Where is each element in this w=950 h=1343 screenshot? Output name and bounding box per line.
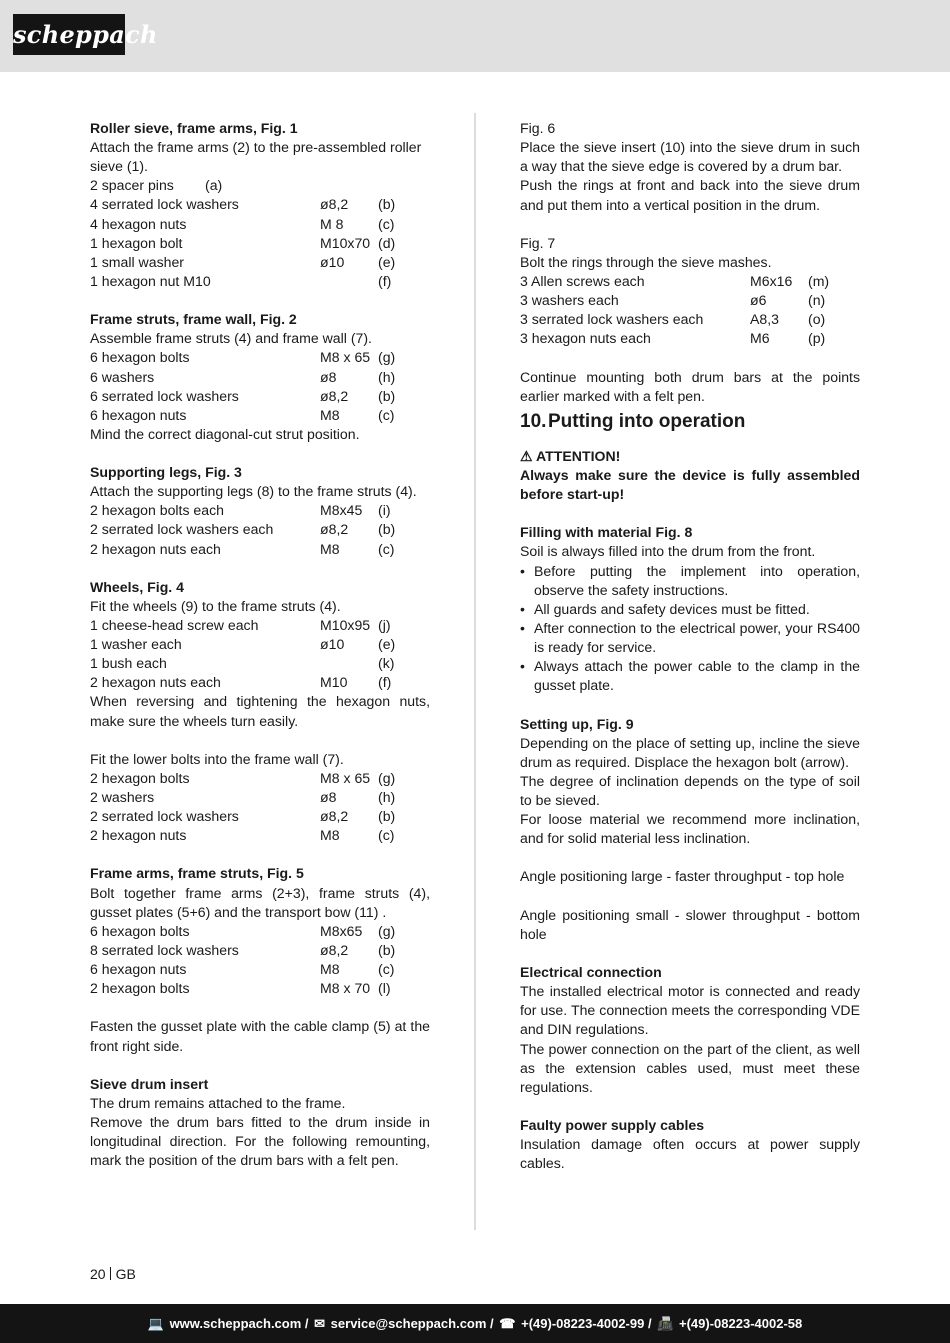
part-size: ø8,2 <box>320 808 349 825</box>
parts-row <box>520 291 860 310</box>
part-ref: (i) <box>378 502 391 519</box>
email-link[interactable]: service@scheppach.com / <box>330 1316 494 1331</box>
part-ref: (b) <box>378 941 396 958</box>
part-size: ø8,2 <box>320 196 349 213</box>
part-ref: (c) <box>378 406 395 423</box>
part-name: 2 hexagon bolts <box>90 769 190 786</box>
header-bar <box>0 0 950 72</box>
paragraph: Fit the wheels (9) to the frame struts (4). <box>90 597 341 614</box>
parts-row <box>520 310 860 329</box>
part-size: ø8,2 <box>320 941 349 958</box>
part-name: 6 washers <box>90 368 155 385</box>
parts-row <box>90 368 430 387</box>
part-name: 6 hexagon bolts <box>90 922 190 939</box>
part-ref: (c) <box>378 827 395 844</box>
part-name: 1 hexagon nut M10 <box>90 272 211 289</box>
parts-row <box>520 329 860 348</box>
parts-row <box>90 654 430 673</box>
parts-row <box>90 501 430 520</box>
part-name: 6 hexagon bolts <box>90 349 190 366</box>
paragraph: When reversing and tightening the hexagon nuts, make sure the wheels turn easily. <box>90 693 430 729</box>
paragraph: The installed electrical motor is connected and ready for use. The connection meets the corresponding VDE and DIN regulations. <box>520 983 860 1038</box>
right-column <box>520 119 860 1173</box>
fax-icon: 📠 <box>657 1316 674 1331</box>
part-size: M8 <box>320 827 340 844</box>
parts-row <box>90 788 430 807</box>
part-name: 4 serrated lock washers <box>90 196 239 213</box>
part-ref: (e) <box>378 636 396 653</box>
part-size: ø6 <box>750 292 767 309</box>
part-name: 3 washers each <box>520 292 619 309</box>
part-size <box>320 654 378 673</box>
part-name: 2 hexagon bolts each <box>90 502 224 519</box>
part-name: 3 hexagon nuts each <box>520 330 651 347</box>
attention-text: Always make sure the device is fully assembled before start-up! <box>520 466 860 503</box>
list-item: • All guards and safety devices must be fitted. <box>520 600 810 617</box>
phone-icon: ☎ <box>499 1316 516 1331</box>
column-divider <box>474 113 476 1230</box>
parts-row <box>90 176 430 195</box>
page-number: 20 GB <box>90 1266 136 1282</box>
part-size: M8 <box>320 961 340 978</box>
parts-row <box>90 195 430 214</box>
part-size: M8 <box>320 540 340 557</box>
part-name: 1 bush each <box>90 655 167 672</box>
list-item: • Always attach the power cable to the clamp in the gusset plate. <box>520 658 860 694</box>
figure-label: Fig. 7 <box>520 234 556 251</box>
part-size: ø8,2 <box>320 521 349 538</box>
contact-bar <box>0 1304 950 1343</box>
part-ref: (m) <box>808 272 830 289</box>
part-ref: (b) <box>378 808 396 825</box>
part-name: 1 washer each <box>90 636 182 653</box>
part-ref: (h) <box>378 368 396 385</box>
part-size: ø10 <box>320 253 345 270</box>
part-name: 1 cheese-head screw each <box>90 617 259 633</box>
part-name: 6 serrated lock washers <box>90 387 239 404</box>
parts-row <box>90 922 430 941</box>
section-title: Supporting legs, Fig. 3 <box>90 464 242 481</box>
paragraph: For loose material we recommend more inclination, and for solid material less inclination. <box>520 811 860 847</box>
part-ref: (f) <box>378 272 392 289</box>
part-size: M8 x 65 <box>320 769 371 786</box>
website-link[interactable]: www.scheppach.com / <box>169 1316 309 1331</box>
part-ref: (n) <box>808 292 826 309</box>
paragraph: Push the rings at front and back into the sieve drum and put them into a vertical position in the drum. <box>520 177 860 213</box>
paragraph: Fasten the gusset plate with the cable clamp (5) at the front right side. <box>90 1018 430 1054</box>
part-size: M8x65 <box>320 922 363 939</box>
part-ref: (f) <box>378 674 392 691</box>
part-name: 2 hexagon bolts <box>90 980 190 997</box>
part-ref: (g) <box>378 769 396 786</box>
part-name: 8 serrated lock washers <box>90 941 239 958</box>
part-name: 2 serrated lock washers <box>90 808 239 825</box>
paragraph: Place the sieve insert (10) into the sieve drum in such a way that the sieve edge is covered by a drum bar. <box>520 139 860 175</box>
parts-row <box>90 673 430 692</box>
part-ref: (b) <box>378 387 396 404</box>
part-name: 1 small washer <box>90 253 184 270</box>
part-size: ø8 <box>320 368 337 385</box>
attention-label: ⚠ ATTENTION! <box>520 447 621 464</box>
fax-number: +(49)-08223-4002-58 <box>679 1316 803 1331</box>
part-name: 2 hexagon nuts <box>90 827 187 844</box>
phone-number: +(49)-08223-4002-99 / <box>521 1316 652 1331</box>
section-title: Electrical connection <box>520 964 662 981</box>
section-title: Frame arms, frame struts, Fig. 5 <box>90 865 304 882</box>
part-size: A8,3 <box>750 311 779 328</box>
part-ref: (c) <box>378 961 395 978</box>
section-title: Putting into operation <box>548 410 746 432</box>
list-item: • Before putting the implement into operation, observe the safety instructions. <box>520 562 860 598</box>
part-size: ø10 <box>320 636 345 653</box>
part-name: 2 hexagon nuts each <box>90 674 221 691</box>
part-name: 2 serrated lock washers each <box>90 521 274 538</box>
section-title: Faulty power supply cables <box>520 1117 705 1134</box>
paragraph: The degree of inclination depends on the type of soil to be sieved. <box>520 772 860 808</box>
parts-row <box>90 960 430 979</box>
part-ref: (g) <box>378 349 396 366</box>
paragraph: Bolt the rings through the sieve mashes. <box>520 253 772 270</box>
paragraph: Angle positioning small - slower throughput - bottom hole <box>520 906 860 942</box>
part-ref: (e) <box>378 253 396 270</box>
paragraph: Depending on the place of setting up, incline the sieve drum as required. Displace the hexagon bolt (arrow). <box>520 734 860 770</box>
paragraph: Soil is always filled into the drum from the front. <box>520 543 816 560</box>
part-size: M10x70 <box>320 234 371 251</box>
part-size: ø8,2 <box>320 387 349 404</box>
paragraph: The power connection on the part of the client, as well as the extension cables used, must meet these regulations. <box>520 1040 860 1095</box>
part-size: M10 <box>320 674 348 691</box>
paragraph: Angle positioning large - faster throughput - top hole <box>520 868 845 885</box>
paragraph: Remove the drum bars fitted to the drum inside in longitudinal direction. For the following remounting, mark the position of the drum bars with a felt pen. <box>90 1114 430 1169</box>
part-name: 1 hexagon bolt <box>90 234 183 251</box>
paragraph: Insulation damage often occurs at power supply cables. <box>520 1136 860 1172</box>
warning-icon: ⚠ <box>520 447 533 464</box>
paragraph: Continue mounting both drum bars at the points earlier marked with a felt pen. <box>520 368 860 404</box>
parts-row <box>90 234 430 253</box>
parts-row <box>90 635 430 654</box>
part-name: 3 Allen screws each <box>520 272 645 289</box>
paragraph: Fit the lower bolts into the frame wall (7). <box>90 750 344 767</box>
part-size: M8 x 70 <box>320 980 371 997</box>
paragraph: Bolt together frame arms (2+3), frame struts (4), gusset plates (5+6) and the transport bow (11) . <box>90 884 430 920</box>
section-title: Frame struts, frame wall, Fig. 2 <box>90 311 297 328</box>
part-ref: (g) <box>378 922 396 939</box>
parts-row <box>90 941 430 960</box>
brand-logo: scheppach <box>13 14 125 55</box>
section-title: Sieve drum insert <box>90 1075 209 1092</box>
part-ref: (p) <box>808 330 826 347</box>
part-size: M10x95 <box>320 617 371 633</box>
part-ref: (h) <box>378 789 396 806</box>
paragraph: Attach the supporting legs (8) to the frame struts (4). <box>90 483 417 500</box>
part-name: 2 hexagon nuts each <box>90 540 221 557</box>
part-name: 6 hexagon nuts <box>90 961 187 978</box>
part-ref: (o) <box>808 311 826 328</box>
paragraph: Assemble frame struts (4) and frame wall (7). <box>90 330 372 347</box>
left-column <box>90 119 430 1170</box>
parts-row <box>90 807 430 826</box>
email-icon: ✉ <box>314 1316 326 1331</box>
part-name: 3 serrated lock washers each <box>520 311 704 328</box>
part-size <box>320 272 378 291</box>
part-ref: (d) <box>378 234 396 251</box>
part-ref: (j) <box>378 617 391 633</box>
paragraph: Mind the correct diagonal-cut strut position. <box>90 425 360 442</box>
part-size: M6x16 <box>750 272 793 289</box>
parts-row <box>520 272 860 291</box>
parts-row <box>90 769 430 788</box>
part-size: M6 <box>750 330 770 347</box>
section-title: Filling with material Fig. 8 <box>520 524 693 541</box>
section-title: Roller sieve, frame arms, Fig. 1 <box>90 120 298 136</box>
parts-row <box>90 520 430 539</box>
part-size: ø8 <box>320 789 337 806</box>
part-ref: (c) <box>378 540 395 557</box>
parts-row <box>90 406 430 425</box>
section-title: Wheels, Fig. 4 <box>90 578 184 595</box>
computer-icon: 💻 <box>147 1316 164 1331</box>
list-item: • After connection to the electrical power, your RS400 is ready for service. <box>520 619 860 656</box>
part-ref: (b) <box>378 521 396 538</box>
part-name: 2 spacer pins <box>90 177 174 194</box>
paragraph: The drum remains attached to the frame. <box>90 1094 346 1111</box>
part-size: M 8 <box>320 215 344 232</box>
parts-row <box>90 826 430 845</box>
part-size: M8x45 <box>320 502 363 519</box>
figure-label: Fig. 6 <box>520 120 556 136</box>
paragraph: Attach the frame arms (2) to the pre-assembled roller sieve (1). <box>90 139 422 175</box>
section-number: 10. <box>520 410 547 432</box>
part-size: M8 <box>320 406 340 423</box>
parts-row <box>90 348 430 367</box>
parts-row <box>90 272 430 291</box>
part-ref: (k) <box>378 655 395 672</box>
part-name: 6 hexagon nuts <box>90 406 187 423</box>
parts-row <box>90 387 430 406</box>
part-ref: (c) <box>378 215 395 232</box>
part-name: 2 washers <box>90 789 155 806</box>
part-name: 4 hexagon nuts <box>90 215 187 232</box>
parts-row <box>90 540 430 559</box>
parts-row <box>90 979 430 998</box>
part-size: M8 x 65 <box>320 349 371 366</box>
parts-row <box>90 253 430 272</box>
section-title: Setting up, Fig. 9 <box>520 715 634 732</box>
parts-row <box>90 215 430 234</box>
section-heading <box>520 412 860 438</box>
part-ref: (a) <box>205 177 223 194</box>
part-ref: (b) <box>378 196 396 213</box>
parts-row <box>90 616 430 635</box>
part-ref: (l) <box>378 980 391 997</box>
